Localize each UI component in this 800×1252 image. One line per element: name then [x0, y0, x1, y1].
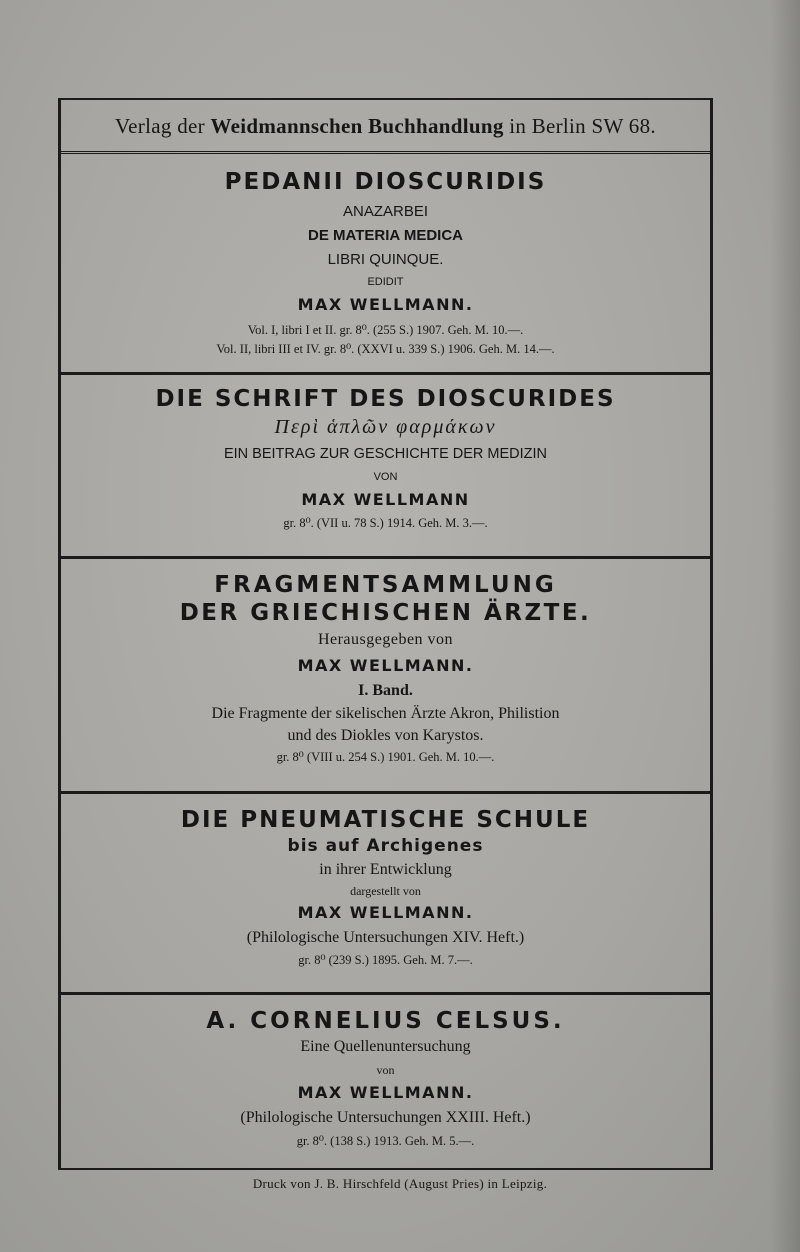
section-details: gr. 8⁰ (VIII u. 254 S.) 1901. Geh. M. 10.—.	[276, 750, 495, 764]
section-subtitle: EIN BEITRAG ZUR GESCHICHTE DER MEDIZIN	[223, 446, 548, 462]
section-line: EDIDIT	[367, 276, 404, 288]
section-details: gr. 8⁰. (138 S.) 1913. Geh. M. 5.—.	[296, 1134, 475, 1148]
publisher-header	[61, 100, 710, 154]
printer-footer: Druck von J. B. Hirschfeld (August Pries) in Leipzig.	[252, 1176, 548, 1191]
section-line: VON	[373, 471, 398, 483]
section-greek-title: Περὶ ἁπλῶν φαρμάκων	[274, 416, 497, 438]
section-pneumatische	[61, 794, 710, 995]
header-publisher: Weidmannschen Buchhandlung	[210, 114, 504, 138]
section-title: DER GRIECHISCHEN ÄRZTE.	[179, 600, 592, 626]
section-author: MAX WELLMANN	[301, 490, 470, 509]
header-suffix: in Berlin SW 68.	[509, 114, 656, 138]
section-details: gr. 8⁰ (239 S.) 1895. Geh. M. 7.—.	[298, 953, 473, 967]
section-title: FRAGMENTSAMMLUNG	[214, 572, 557, 598]
section-line: dargestellt von	[350, 884, 421, 898]
section-dioscuridis	[61, 154, 710, 375]
section-line: ANAZARBEI	[342, 203, 429, 220]
section-author: MAX WELLMANN.	[297, 903, 474, 922]
section-description: und des Diokles von Karystos.	[287, 727, 484, 744]
section-details: gr. 8⁰. (VII u. 78 S.) 1914. Geh. M. 3.—.	[283, 516, 488, 530]
section-author: MAX WELLMANN.	[297, 295, 474, 314]
page-edge-shadow	[770, 0, 800, 1252]
section-volume: Vol. I, libri I et II. gr. 8⁰. (255 S.) 1907. Geh. M. 10.—.	[247, 323, 524, 337]
section-title: DIE PNEUMATISCHE SCHULE	[180, 807, 591, 833]
section-series: (Philologische Untersuchungen XIV. Heft.)	[246, 929, 525, 946]
section-volume: Vol. II, libri III et IV. gr. 8⁰. (XXVI u. 339 S.) 1906. Geh. M. 14.—.	[216, 342, 555, 356]
section-celsus	[61, 995, 710, 1170]
section-author: MAX WELLMANN.	[297, 656, 474, 675]
section-line: in ihrer Entwicklung	[319, 861, 452, 878]
section-line: LIBRI QUINQUE.	[327, 251, 444, 268]
advertisement-frame	[58, 98, 713, 1170]
section-title: PEDANII DIOSCURIDIS	[224, 169, 547, 195]
section-line: Herausgegeben von	[317, 631, 454, 648]
section-fragmentsammlung	[61, 559, 710, 794]
section-band: I. Band.	[358, 682, 413, 699]
header-prefix: Verlag der	[115, 114, 205, 138]
section-author: MAX WELLMANN.	[297, 1083, 474, 1102]
section-description: Die Fragmente der sikelischen Ärzte Akron, Philistion	[211, 705, 560, 722]
section-title: DIE SCHRIFT DES DIOSCURIDES	[155, 386, 616, 412]
section-line: von	[376, 1063, 395, 1077]
section-subtitle: bis auf Archigenes	[287, 836, 484, 856]
section-series: (Philologische Untersuchungen XXIII. Heft.)	[240, 1109, 531, 1126]
section-schrift	[61, 375, 710, 559]
section-subtitle: Eine Quellenuntersuchung	[300, 1038, 471, 1055]
section-line: DE MATERIA MEDICA	[308, 227, 463, 244]
section-title: A. CORNELIUS CELSUS.	[206, 1008, 565, 1034]
